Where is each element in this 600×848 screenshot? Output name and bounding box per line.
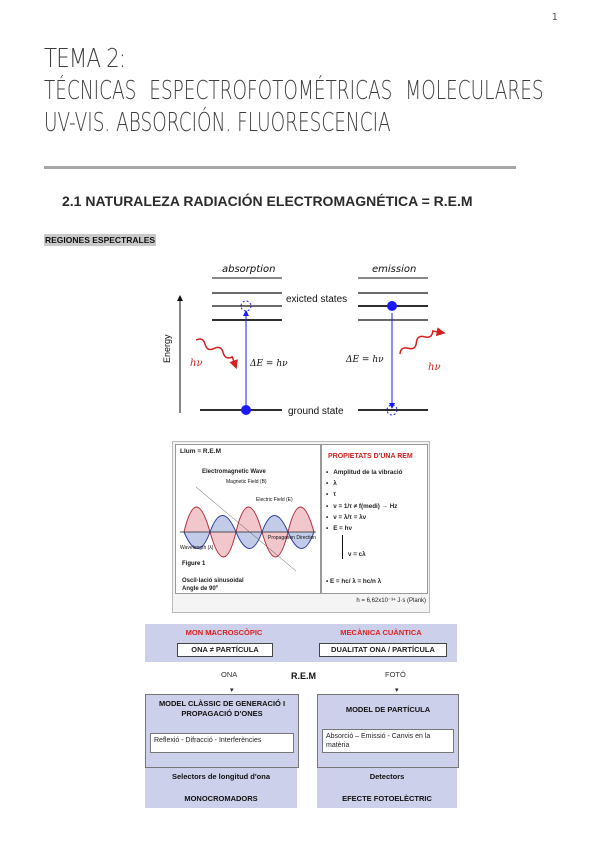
macroscopic-title: MON MACROSCÒPIC <box>185 628 263 637</box>
incoming-photon-label: hν <box>190 358 203 369</box>
photoelectric-effect: EFECTE FOTOELÈCTRIC <box>342 794 432 803</box>
title-line-1: TEMA 2: <box>44 44 126 74</box>
down-arrow-icon <box>342 535 343 559</box>
osc-line-2: Angle de 90º <box>182 586 218 592</box>
properties-panel <box>321 444 428 594</box>
excited-states-label: exicted states <box>286 294 348 305</box>
classical-model-body: Reflexió - Difracció - Interferències <box>150 733 294 753</box>
property-item: • Amplitud de la vibració <box>326 467 403 478</box>
particle-model-panel <box>317 694 459 768</box>
photon-label: FOTÓ <box>385 670 406 679</box>
oscillation-note <box>182 577 244 593</box>
ground-state-label: ground state <box>288 406 344 417</box>
emission-delta-e: ΔE = hν <box>346 355 384 365</box>
last-property-text: E = hc/ λ = hc/n λ <box>329 578 382 585</box>
macroscopic-box: ONA ≠ PARTÍCULA <box>177 643 273 657</box>
energy-level-diagram <box>160 258 450 428</box>
property-item: • τ <box>326 489 403 500</box>
quantum-title: MECÀNICA CUÀNTICA <box>340 628 422 637</box>
rem-center-label: R.E.M <box>291 671 317 681</box>
rem-header: Llum = R.E.M <box>180 448 221 455</box>
page-number: 1 <box>551 12 558 23</box>
property-item: • λ <box>326 478 403 489</box>
emission-label: emission <box>372 264 417 275</box>
classical-model-panel <box>145 694 299 768</box>
left-arrow-icon: ▾ <box>230 687 234 694</box>
title-divider <box>44 166 516 169</box>
em-wave-illustration <box>176 477 318 577</box>
particle-model-heading: MODEL DE PARTÍCULA <box>345 705 431 714</box>
wavelength-selectors: Selectors de longitud d'ona <box>171 772 271 781</box>
property-item: • ν = λ/τ = λν <box>326 512 403 523</box>
osc-line-1: Oscil·lació sinusoidal <box>182 578 244 584</box>
duality-figure <box>145 624 457 810</box>
wave-label: ONA <box>221 670 238 679</box>
outgoing-photon <box>398 325 441 359</box>
property-item: • ν = 1/τ ≠ f(medi) → Hz <box>326 501 403 512</box>
outgoing-photon-label: hν <box>428 362 441 373</box>
right-arrow-icon: ▾ <box>395 687 399 694</box>
document-title <box>44 44 559 138</box>
absorption-ground-electron <box>241 405 251 415</box>
subsection-label: REGIONES ESPECTRALES <box>45 235 156 245</box>
arrow-result: ν = cλ <box>348 551 366 558</box>
section-heading: 2.1 NATURALEZA RADIACIÓN ELECTROMAGNÉTICA = R.E.M <box>62 193 473 209</box>
propagation-label: Propagation Direction <box>268 535 317 541</box>
property-item: • E = hν <box>326 523 403 534</box>
wave-panel <box>175 444 321 594</box>
electric-field-label: Electric Field (E) <box>256 497 293 503</box>
absorption-delta-e: ΔE = hν <box>250 359 288 369</box>
quantum-box: DUALITAT ONA / PARTÍCULA <box>319 643 447 657</box>
properties-list <box>326 467 403 534</box>
monochromators: MONOCROMADORS <box>184 794 258 803</box>
detectors: Detectors <box>369 772 405 781</box>
particle-model-body: Absorció – Emissió - Canvis en la matèria <box>322 729 454 753</box>
last-property: • E = hc/ λ = hc/n λ <box>326 578 382 585</box>
emission-excited-electron <box>387 301 397 311</box>
wavelength-label: Wavelength (λ) <box>180 545 214 551</box>
magnetic-field-label: Magnetic Field (B) <box>226 479 267 485</box>
absorption-label: absorption <box>222 264 276 275</box>
planck-constant: h = 6,62x10⁻³⁴ J·s (Plank) <box>356 598 426 604</box>
title-line-2: TÉCNICAS ESPECTROFOTOMÉTRICAS MOLECULARES <box>44 76 544 106</box>
title-line-3: UV-VIS. ABSORCIÓN. FLUORESCENCIA <box>44 108 391 138</box>
figure-1-caption: Figure 1 <box>182 561 206 567</box>
wave-title: Electromagnetic Wave <box>202 469 266 475</box>
properties-title: PROPIETATS D'UNA REM <box>328 453 413 460</box>
classical-model-heading: MODEL CLÀSSIC DE GENERACIÓ I PROPAGACIÓ D'ONES <box>158 699 286 718</box>
energy-axis-label: Energy <box>162 334 172 363</box>
rem-properties-figure <box>172 441 430 613</box>
